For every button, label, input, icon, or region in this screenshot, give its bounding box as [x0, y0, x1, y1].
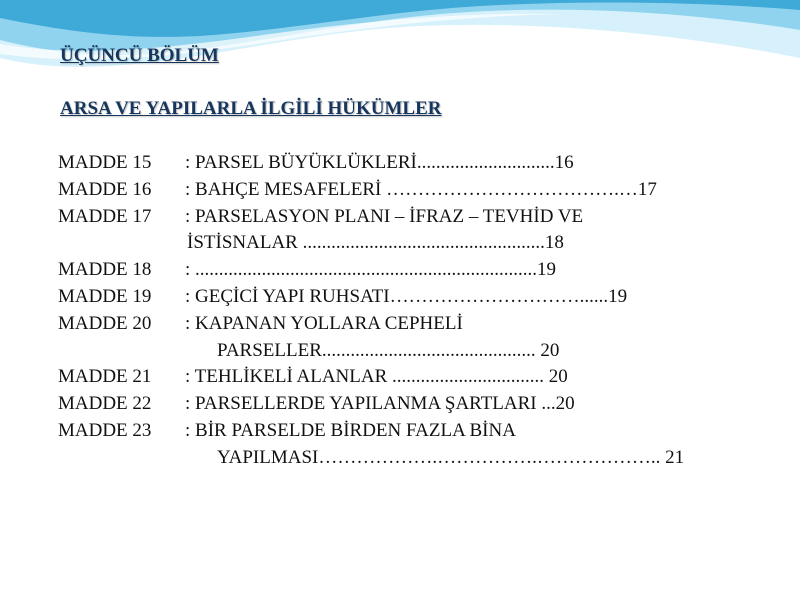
- madde-title-continuation: YAPILMASI……………….…………….……………….. 21: [217, 446, 685, 468]
- madde-title: : PARSELLERDE YAPILANMA ŞARTLARI ...20: [185, 393, 575, 415]
- madde-title: : PARSELASYON PLANI – İFRAZ – TEVHİD VE: [185, 205, 584, 227]
- madde-title: : BAHÇE MESAFELERİ ……………………………….…17: [185, 178, 657, 200]
- toc-row: [58, 311, 758, 338]
- madde-number: MADDE 23: [58, 419, 152, 441]
- madde-title: : ........................................................................19: [185, 259, 557, 281]
- madde-number: MADDE 21: [58, 366, 152, 388]
- madde-number: MADDE 20: [58, 312, 152, 334]
- madde-number: MADDE 19: [58, 285, 152, 307]
- madde-number: MADDE 15: [58, 152, 152, 173]
- toc-row: [58, 364, 758, 391]
- toc-row-continuation: [58, 230, 758, 257]
- madde-title-continuation: İSTİSNALAR ...................................................18: [187, 232, 564, 254]
- madde-title: : TEHLİKELİ ALANLAR ................................ 20: [185, 366, 568, 388]
- toc-row: [58, 284, 758, 311]
- section-subtitle: ARSA VE YAPILARLA İLGİLİ HÜKÜMLER: [60, 98, 442, 119]
- toc-row: [58, 204, 758, 231]
- madde-number: MADDE 18: [58, 259, 152, 281]
- madde-title: : KAPANAN YOLLARA CEPHELİ: [185, 312, 463, 334]
- toc-row: [58, 177, 758, 204]
- chapter-title: ÜÇÜNCÜ BÖLÜM: [60, 45, 219, 66]
- toc-row: [58, 418, 758, 445]
- table-of-contents: [58, 150, 758, 472]
- madde-number: MADDE 22: [58, 393, 152, 415]
- toc-row-continuation: [58, 445, 758, 472]
- toc-row: [58, 257, 758, 284]
- madde-title: : PARSEL BÜYÜKLÜKLERİ.............................16: [185, 152, 574, 173]
- madde-number: MADDE 16: [58, 178, 152, 200]
- toc-row: [58, 150, 758, 177]
- madde-number: MADDE 17: [58, 205, 152, 227]
- toc-row-continuation: [58, 338, 758, 365]
- madde-title: : BİR PARSELDE BİRDEN FAZLA BİNA: [185, 419, 516, 441]
- madde-title: : GEÇİCİ YAPI RUHSATI…………………………......19: [185, 285, 628, 307]
- madde-title-continuation: PARSELLER............................................. 20: [217, 339, 560, 361]
- toc-row: [58, 391, 758, 418]
